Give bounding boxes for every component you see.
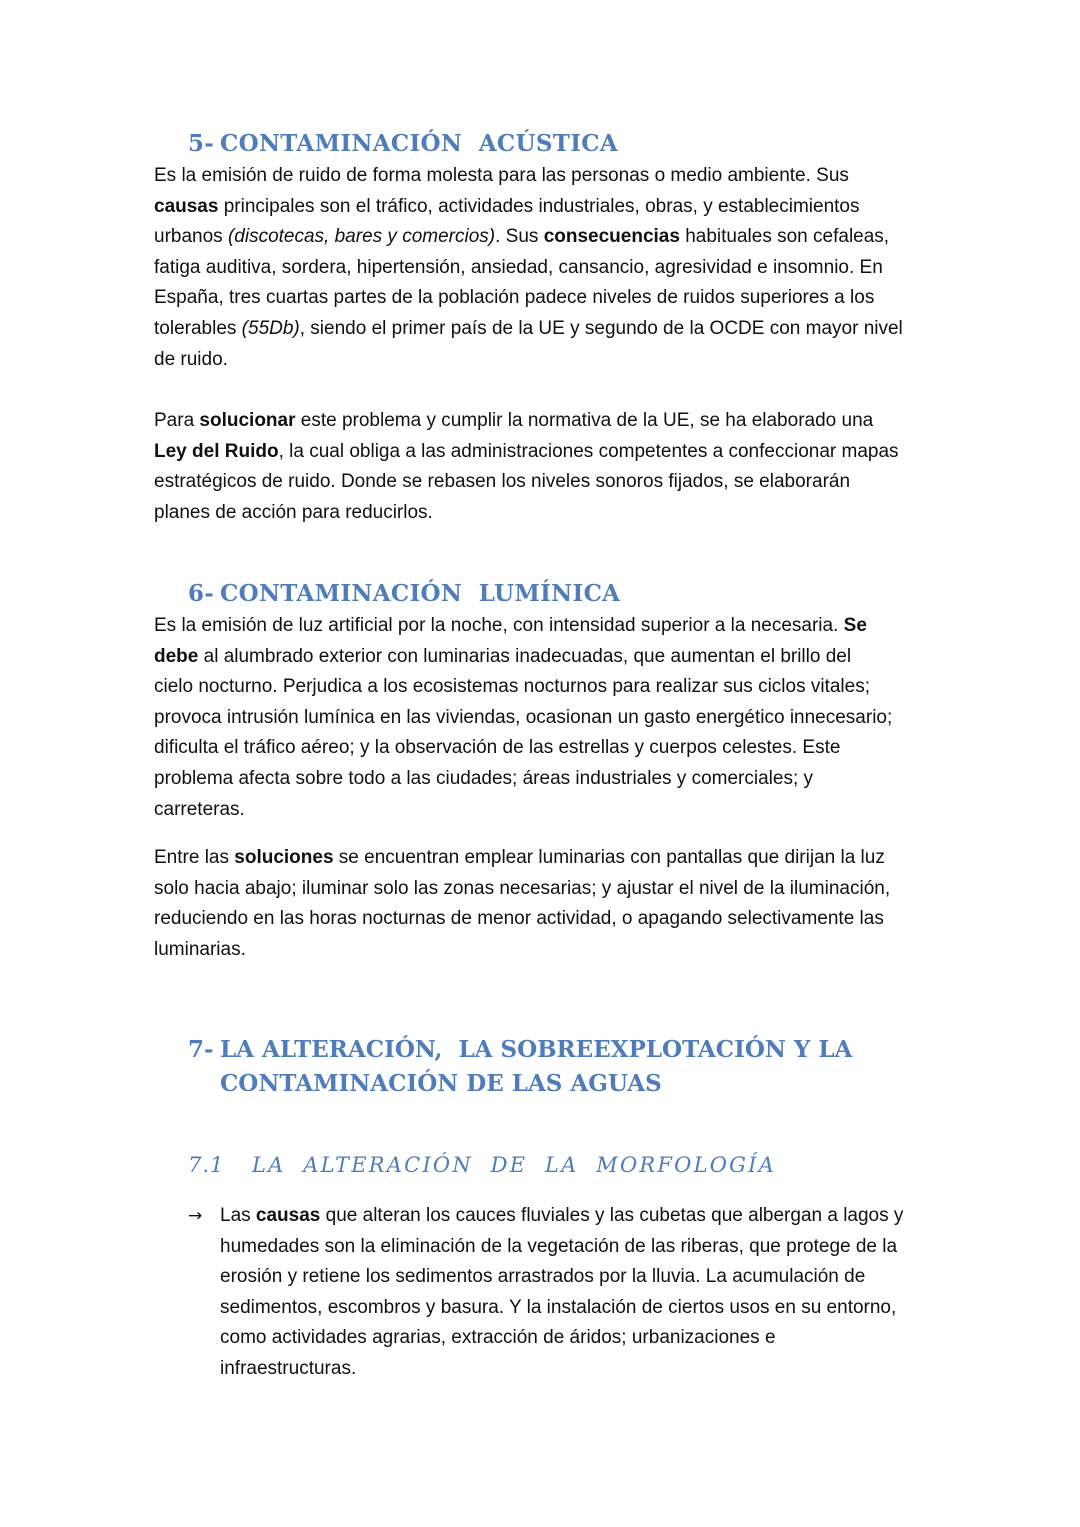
text-run: Es la emisión de luz artificial por la noche, con intensidad superior a la necesaria. [154,615,844,636]
text-run: principales son el tráfico, actividades industriales, obras, y establecimientos [218,195,860,217]
text-line [220,1201,948,1232]
section-6-heading [188,577,620,611]
text-run: habituales son cefaleas, [679,226,890,248]
text-run: España, tres cuartas partes de la población padece niveles de ruidos superiores a los [154,287,875,309]
text-run: de ruido. [154,348,228,370]
text-run: estratégicos de ruido. Donde se rebasen los niveles sonoros fijados, se elaborarán [154,471,851,493]
bold-term-soluciones: soluciones [234,847,334,868]
text-line [154,795,934,826]
text-run: solo hacia abajo; iluminar solo las zonas necesarias; y ajustar el nivel de la iluminación, [154,877,891,899]
section-6-number: 6- [188,580,215,607]
text-line [154,345,934,376]
text-run: problema afecta sobre todo a las ciudades; áreas industriales y comerciales; y [154,767,814,789]
subsection-7-1-heading [188,1150,776,1180]
section-5-heading [188,127,618,161]
text-run: infraestructuras. [220,1357,357,1379]
text-run: , siendo el primer país de la UE y segundo de la OCDE con mayor nivel [299,317,903,339]
text-run: este problema y cumplir la normativa de la UE, se ha elaborado una [295,410,874,431]
section-5-paragraph-2 [154,406,934,528]
bold-term-ley-del-ruido: Ley del Ruido [154,440,279,462]
text-line [154,406,934,437]
bold-term-causas: causas [255,1205,321,1226]
bullet-item-causas [188,1201,948,1385]
text-line [154,874,934,905]
text-line [220,1262,948,1293]
text-run: provoca intrusión lumínica en las viviendas, ocasionan un gasto energético innecesario; [154,706,893,728]
text-run: como actividades agrarias, extracción de áridos; urbanizaciones e [220,1327,776,1349]
text-run: dificulta el tráfico aéreo; y la observación de las estrellas y cuerpos celestes. Este [154,737,841,759]
text-run: carreteras. [154,798,245,820]
text-line [154,904,934,935]
text-line [154,437,934,468]
arrow-right-icon: → [188,1206,203,1226]
text-line [220,1354,948,1385]
text-run: sedimentos, escombros y basura. Y la instalación de ciertos usos en su entorno, [220,1296,897,1318]
text-run: cielo nocturno. Perjudica a los ecosistemas nocturnos para realizar sus ciclos vitales; [154,676,870,698]
text-line [220,1323,948,1354]
bold-term-causas: causas [154,195,219,217]
text-line [154,314,934,345]
text-line [154,192,934,223]
text-line [154,703,934,734]
text-line [154,764,934,795]
text-line [154,843,934,874]
text-line [220,1293,948,1324]
text-line [220,1232,948,1263]
section-7-title-line-2: CONTAMINACIÓN DE LAS AGUAS [220,1070,662,1097]
text-run: urbanos [154,226,228,248]
text-line [154,283,934,314]
italic-decibels: (55Db) [241,317,300,339]
bold-term-solucionar: solucionar [199,410,296,431]
text-run: que alteran los cauces fluviales y las cubetas que albergan a lagos y [320,1205,904,1226]
text-run: Para [154,410,200,431]
text-line [154,222,934,253]
section-6-paragraph-2 [154,843,934,965]
section-5-number: 5- [188,130,215,157]
text-line [154,611,934,642]
text-run: reduciendo en las horas nocturnas de menor actividad, o apagando selectivamente las [154,908,884,930]
text-run: humedades son la eliminación de la vegetación de las riberas, que protege de la [220,1235,898,1257]
text-run: planes de acción para reducirlos. [154,501,433,523]
section-7-number: 7- [188,1036,214,1063]
text-line [154,733,934,764]
bold-term-debe: debe [154,645,199,667]
section-5-title: CONTAMINACIÓN ACÚSTICA [220,130,619,157]
section-5-paragraph-1 [154,161,934,375]
text-line [154,467,934,498]
text-run: , la cual obliga a las administraciones competentes a confeccionar mapas [278,440,899,462]
text-run: . Sus [495,226,544,248]
text-run: al alumbrado exterior con luminarias inadecuadas, que aumentan el brillo del [198,645,852,667]
text-run: tolerables [154,317,242,339]
text-line [154,672,934,703]
text-run: Entre las [154,847,235,868]
text-run: erosión y retiene los sedimentos arrastrados por la lluvia. La acumulación de [220,1266,866,1288]
text-line [154,161,934,192]
italic-examples: (discotecas, bares y comercios) [227,226,496,248]
section-6-paragraph-1 [154,611,934,825]
bold-term-consecuencias: consecuencias [543,226,680,248]
text-run: luminarias. [154,938,246,960]
subsection-7-1-title: LA ALTERACIÓN DE LA MORFOLOGÍA [252,1153,776,1177]
text-run: Es la emisión de ruido de forma molesta para las personas o medio ambiente. Sus [154,165,849,186]
section-6-title: CONTAMINACIÓN LUMÍNICA [220,580,621,607]
text-line [154,253,934,284]
text-run: se encuentran emplear luminarias con pantallas que dirijan la luz [333,847,885,868]
section-7-title-line-1: LA ALTERACIÓN, LA SOBREEXPLOTACIÓN Y LA [220,1036,853,1063]
bold-term-se: Se [843,615,867,636]
section-7-heading [188,1033,852,1101]
subsection-7-1-number: 7.1 [188,1153,225,1177]
text-line [154,498,934,529]
text-run: fatiga auditiva, sordera, hipertensión, ansiedad, cansancio, agresividad e insomnio. En [154,256,883,278]
text-line [154,642,934,673]
text-run: Las [220,1205,256,1226]
text-line [154,935,934,966]
